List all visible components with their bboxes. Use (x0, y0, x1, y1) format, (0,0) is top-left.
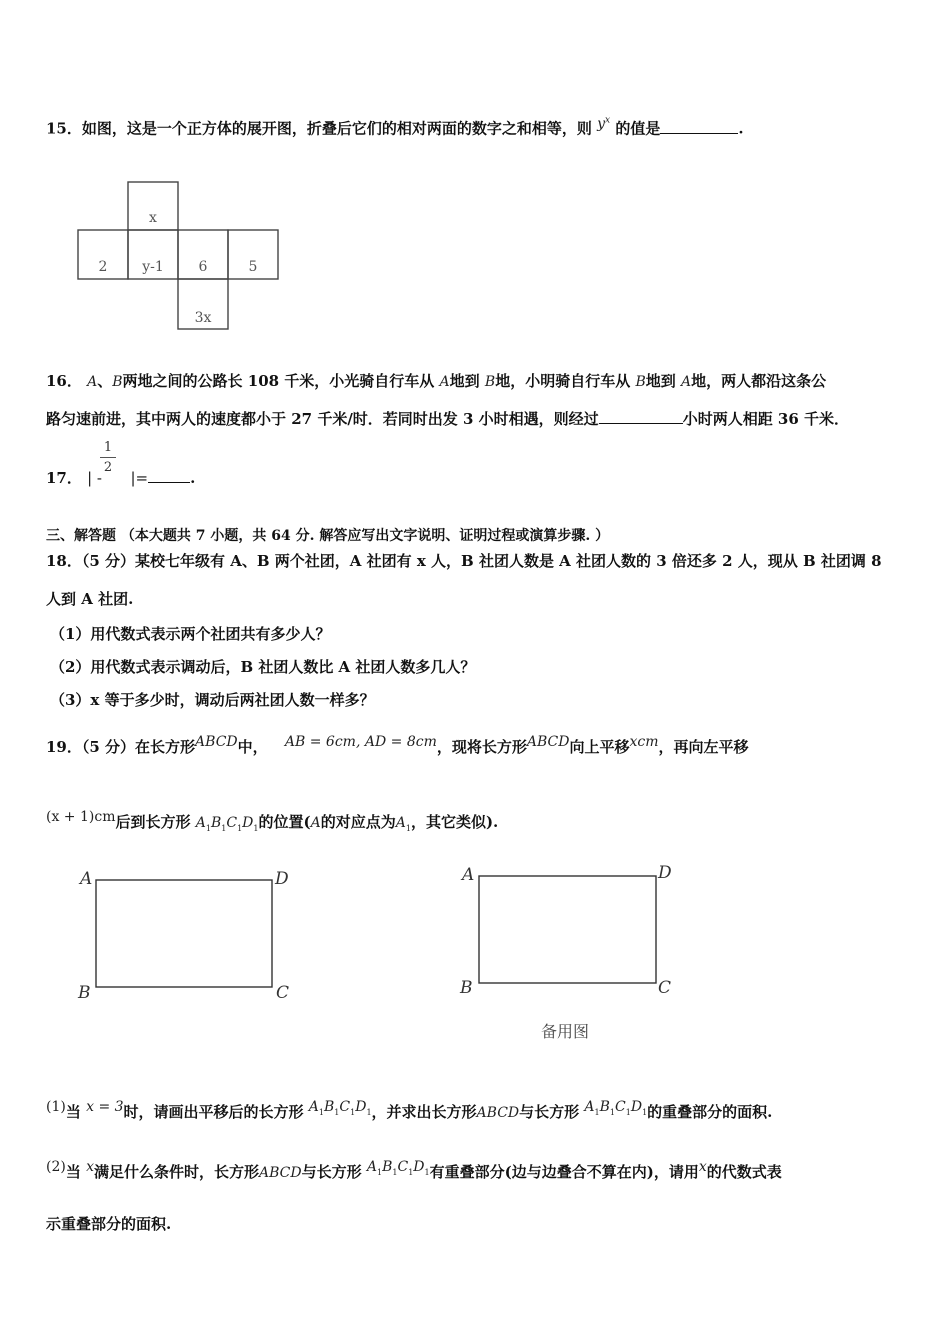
part-2-number: (2) (46, 1159, 66, 1175)
fig1-label-d: D (275, 869, 289, 889)
rect-abcd: ABCD (195, 734, 238, 750)
abs-close: |= (130, 469, 149, 487)
fig1-label-a: A (80, 869, 93, 889)
question-19-part-1: (1)当 x = 3时，请画出平移后的长方形 $A_1B_1C_1D_1$，并求出长方形ABCD与长方形 $A_1B_1C_1D_1$的重叠部分的面积. (46, 1099, 773, 1121)
q15-number: 15． (46, 119, 82, 138)
point-a1: $A_1$ (395, 815, 411, 833)
question-19-part-2: (2)当 x满足什么条件时，长方形ABCD与长方形 $A_1B_1C_1D_1$有重叠部分(边与边叠合不算在内)，请用x的代数式表 (46, 1159, 782, 1181)
question-19-part-2-line-2: 示重叠部分的面积. (46, 1215, 172, 1233)
fig2-label-c: C (658, 978, 672, 998)
point-b: B (112, 374, 123, 390)
fig2-label-a: A (462, 865, 475, 885)
fig2-label-d: D (658, 863, 672, 883)
q15-expression: $y^x$ (597, 115, 611, 132)
question-19: 19．（5 分）在长方形ABCD中， AB = 6cm, AD = 8cm，现将长方形ABCD向上平移xcm，再向左平移 (46, 734, 749, 756)
q16-number: 16． (46, 372, 82, 390)
fraction-one-half: 1 2 (100, 440, 116, 475)
rectangle-2-outline (479, 876, 656, 983)
condition-x-3: x = 3 (86, 1099, 124, 1115)
net-label-2: 2 (98, 259, 108, 275)
net-label-3x: 3x (194, 310, 212, 326)
net-label-x: x (149, 210, 157, 226)
fig1-label-b: B (78, 983, 91, 1003)
shift-up: xcm (629, 734, 659, 750)
question-16-line-2: 路匀速前进，其中两人的速度都小于 27 千米/时．若同时出发 3 小时相遇，则经过 小时两人相距 36 千米． (46, 410, 850, 428)
question-19-line-2: (x + 1)cm后到长方形 $A_1B_1C_1D_1$的位置(A的对应点为$A_1$，其它类似). (46, 809, 499, 833)
question-18: 18．（5 分）某校七年级有 A、B 两个社团，A 社团有 x 人，B 社团人数是 A 社团人数的 3 倍还多 2 人，现从 B 社团调 8 (46, 552, 882, 570)
net-label-y-1: y-1 (142, 259, 164, 275)
rect-dimensions: AB = 6cm, AD = 8cm (284, 734, 437, 750)
q15-text: 如图，这是一个正方体的展开图，折叠后它们的相对两面的数字之和相等，则 (81, 119, 592, 138)
question-18-part-2: （2）用代数式表示调动后，B 社团人数比 A 社团人数多几人？ (50, 658, 476, 676)
abs-open: | - (87, 469, 102, 487)
section-3-heading: 三、解答题 （本大题共 7 小题，共 64 分. 解答应写出文字说明、证明过程或演算步骤. ） (46, 528, 610, 544)
q15-text-b: 的值是 (615, 119, 661, 138)
part-1-number: (1) (46, 1099, 66, 1115)
net-label-6: 6 (198, 259, 208, 275)
rectangle-1-outline (96, 880, 272, 987)
figure-rectangle-2 (459, 863, 672, 1041)
question-18-part-1: （1）用代数式表示两个社团共有多少人？ (50, 625, 331, 643)
shift-left: (x + 1)cm (46, 809, 116, 825)
question-17: 17． | - |= . (46, 469, 196, 487)
q17-number: 17． (46, 469, 82, 487)
question-18-part-3: （3）x 等于多少时，调动后两社团人数一样多？ (50, 691, 375, 709)
fig2-label-b: B (460, 978, 473, 998)
question-16: 16． A、B两地之间的公路长 108 千米，小光骑自行车从 A地到 B地，小明骑自行车从 B地到 A地，两人都沿这条公 (46, 372, 827, 390)
rect-a1b1c1d1: $A_1B_1C_1D_1$ (195, 815, 259, 833)
figure-rectangle-1 (77, 869, 289, 1003)
figure-caption: 备用图 (541, 1022, 590, 1041)
net-label-5: 5 (248, 259, 258, 275)
point-a: A (87, 374, 98, 390)
fig1-label-c: C (276, 983, 290, 1003)
question-15: 15．如图，这是一个正方体的展开图，折叠后它们的相对两面的数字之和相等，则 $y^x$ 的值是 . (46, 115, 744, 138)
question-18-line-2: 人到 A 社团. (46, 590, 134, 608)
